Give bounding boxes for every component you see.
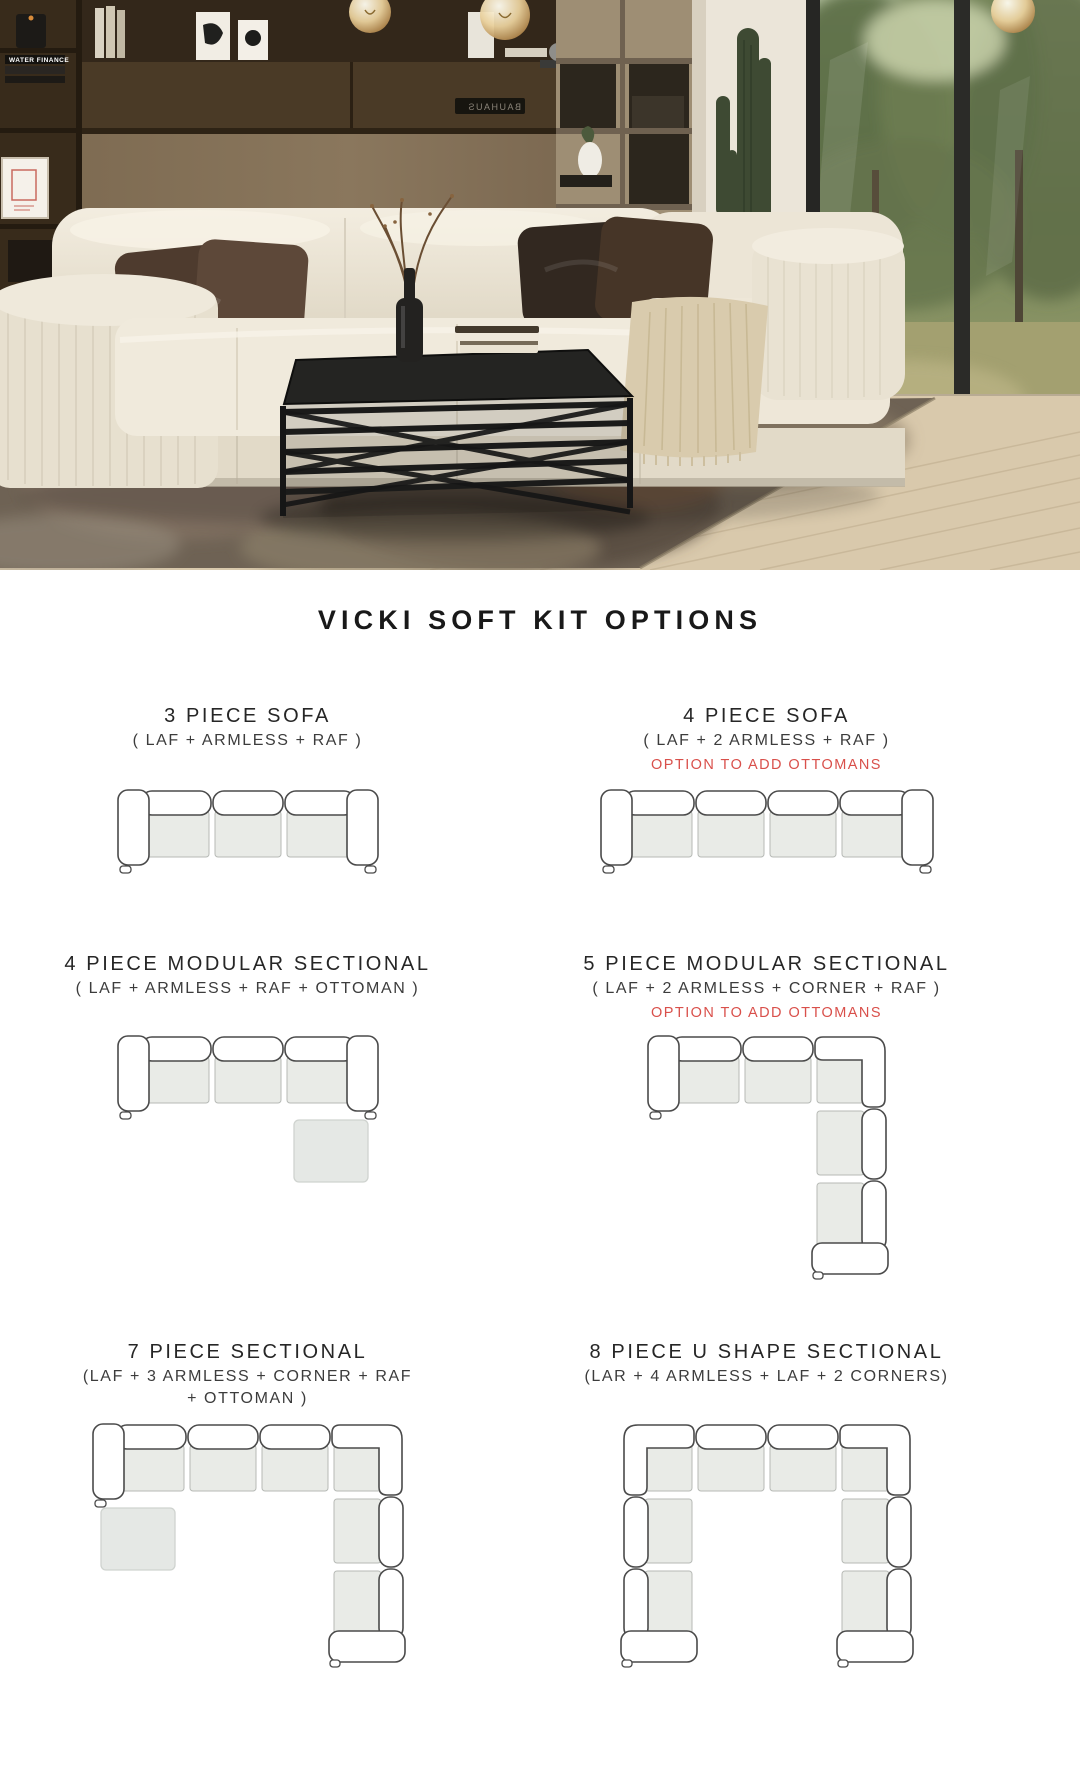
option-header — [64, 952, 430, 1032]
option-title: 3 PIECE SOFA — [164, 705, 331, 727]
option-card-4-piece-sofa — [507, 698, 1026, 946]
option-config: ( LAF + 2 ARMLESS + RAF ) — [643, 732, 890, 749]
option-header — [75, 1340, 420, 1420]
option-note: OPTION TO ADD OTTOMANS — [651, 757, 882, 773]
sofa-configuration-diagram — [89, 1420, 407, 1684]
option-card-7-piece-sectional — [0, 1334, 507, 1684]
option-header — [133, 704, 363, 786]
option-title: 5 PIECE MODULAR SECTIONAL — [583, 953, 950, 975]
throw-blanket — [620, 297, 768, 466]
option-config: ( LAF + ARMLESS + RAF + OTTOMAN ) — [75, 980, 420, 997]
option-card-3-piece-sofa — [0, 698, 507, 946]
option-note: OPTION TO ADD OTTOMANS — [651, 1005, 882, 1021]
section-title: VICKI SOFT KIT OPTIONS — [317, 605, 763, 635]
option-header — [584, 1340, 948, 1420]
sofa-configuration-diagram — [114, 1032, 382, 1196]
option-title: 7 PIECE SECTIONAL — [127, 1341, 368, 1363]
table-books — [455, 326, 539, 353]
option-config: ( LAF + 2 ARMLESS + CORNER + RAF ) — [592, 980, 941, 997]
book-spine-bauhaus: BAUHAUS — [466, 102, 521, 112]
sofa-right-arm — [752, 228, 905, 400]
sofa-configuration-diagram — [114, 786, 382, 878]
option-header — [583, 952, 949, 1032]
option-card-4-piece-modular-sectional — [0, 946, 507, 1334]
book-spine-water-finance: WATER FINANCE — [9, 57, 70, 64]
sofa-configuration-diagram — [597, 786, 937, 878]
sofa-configuration-diagram — [619, 1420, 915, 1684]
option-config: (LAR + 4 ARMLESS + LAF + 2 CORNERS) — [584, 1368, 949, 1385]
option-card-8-piece-u-shape-sectional — [507, 1334, 1026, 1684]
option-card-5-piece-modular-sectional — [507, 946, 1026, 1334]
hero-photo — [0, 0, 1080, 570]
option-title: 4 PIECE MODULAR SECTIONAL — [64, 953, 431, 975]
option-title: 8 PIECE U SHAPE SECTIONAL — [589, 1341, 944, 1363]
option-config: ( LAF + ARMLESS + RAF ) — [132, 732, 363, 749]
sofa-configuration-diagram — [644, 1032, 890, 1296]
option-title: 4 PIECE SOFA — [683, 705, 850, 727]
framed-art — [2, 158, 48, 218]
kit-options-grid — [0, 698, 1026, 1684]
option-header — [643, 704, 889, 786]
option-config: (LAF + 3 ARMLESS + CORNER + RAF + OTTOMAN ) — [82, 1368, 413, 1407]
